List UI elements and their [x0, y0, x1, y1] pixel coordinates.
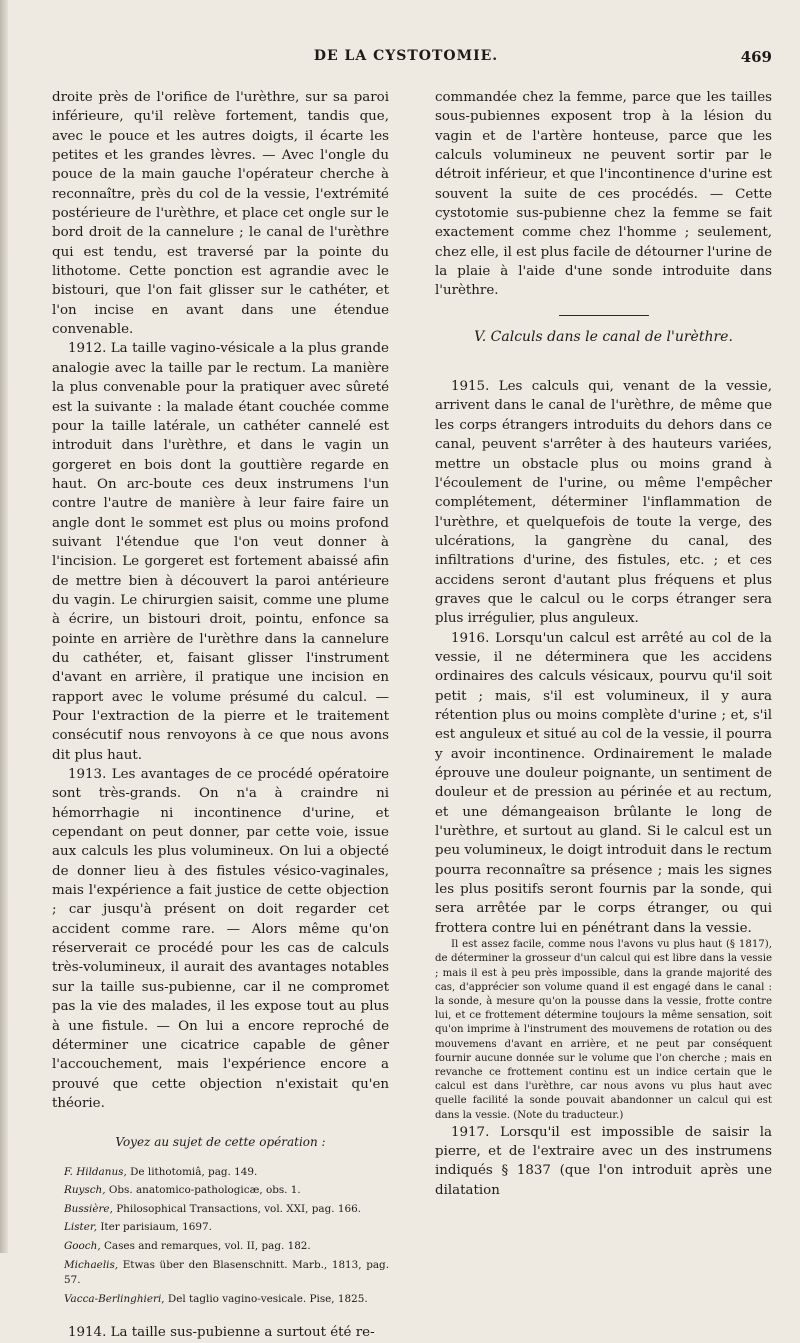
- reference-item: [52, 1183, 389, 1199]
- reference-author: Lister,: [64, 1221, 98, 1234]
- paragraph-1915: 1915. Les calculs qui, venant de la vessie, arrivent dans le canal de l'urèthre, de même que les corps étrangers introduits du dehors dans ce canal, peuvent s'arrêter à des hauteurs variées, mettre un obstacle plus ou moins grand à l'écoulement de l'urine, ou même l'empêcher complétement, déterminer l'inflammation de l'urèthre, et quelquefois de toute la verge, des ulcérations, la gangrène du canal, des infiltrations d'urine, des fistules, etc. ; et ces accidens seront d'autant plus fréquens et plus graves que le calcul ou le corps étranger sera plus irrégulier, plus anguleux.: [435, 379, 772, 627]
- reference-item: [52, 1202, 389, 1218]
- reference-author: Gooch,: [64, 1239, 101, 1252]
- reference-item: [52, 1220, 389, 1236]
- reference-item: [52, 1165, 389, 1181]
- reference-text: Philosophical Transactions, vol. XXI, pag. 166.: [112, 1202, 361, 1215]
- page-binding-edge: [0, 0, 8, 1253]
- paragraph-continuation: droite près de l'orifice de l'urèthre, sur sa paroi inférieure, qu'il relève fortement, tandis que, avec le pouce et les autres doigts, il écarte les petites et les grandes lèvres. — Avec l'ongle du pouce de la main gauche l'opérateur cherche à reconnaître, près du col de la vessie, l'extrémité postérieure de l'urèthre, et place cet ongle sur le bord droit de la cannelure ; le canal de l'urèthre qui est tendu, est traversé par la pointe du lithotome. Cette ponction est agrandie avec le bistouri, que l'on fait glisser sur le cathéter, et l'on incise en avant dans une étendue convenable.: [52, 90, 389, 338]
- reference-item: [52, 1292, 389, 1308]
- reference-author: Bussière,: [64, 1202, 113, 1215]
- section-heading: V. Calculs dans le canal de l'urèthre.: [474, 328, 733, 345]
- reference-item: [52, 1258, 389, 1289]
- page-number: 469: [740, 48, 772, 66]
- reference-text: Etwas über den Blasenschnitt. Marb., 1813, pag. 57.: [64, 1258, 389, 1287]
- running-title: DE LA CYSTOTOMIE.: [313, 48, 499, 64]
- paragraph-1912: 1912. La taille vagino-vésicale a la plus grande analogie avec la taille par le rectum. La manière la plus convenable pour la pratiquer avec sûreté est la suivante : la malade étant couchée comme pour la taille latérale, un cathéter cannelé est introduit dans l'urèthre, et dans le vagin un gorgeret en bois dont la gouttière regarde en haut. On arc-boute ces deux instrumens l'un contre l'autre de manière à leur faire faire un angle dont le sommet est plus ou moins profond suivant l'étendue que l'on veut donner à l'incision. Le gorgeret est fortement abaissé afin de mettre bien à découvert la paroi antérieure du vagin. Le chirurgien saisit, comme une plume à écrire, un bistouri droit, pointu, enfonce sa pointe en arrière de l'urèthre dans la cannelure du cathéter, et, faisant glisser l'instrument d'avant en arrière, il pratique une incision en rapport avec le volume présumé du calcul. — Pour l'extraction de la pierre et le traitement consécutif nous renvoyons à ce que nous avons dit plus haut.: [52, 341, 389, 763]
- reference-text: , Del taglio vagino-vesicale. Pise, 1825.: [161, 1292, 368, 1305]
- paragraph-1917: 1917. Lorsqu'il est impossible de saisir la pierre, et de l'extraire avec un des instrumens indiqués § 1837 (que l'on introduit après une dilatation: [435, 1124, 772, 1198]
- reference-author: Michaelis,: [64, 1258, 119, 1271]
- reference-text: Obs. anatomico-pathologicæ, obs. 1.: [105, 1184, 301, 1197]
- reference-item: [52, 1239, 389, 1255]
- references-block: [52, 1133, 389, 1307]
- paragraph-1913: 1913. Les avantages de ce procédé opératoire sont très-grands. On n'a à craindre ni hémorrhagie ni incontinence d'urine, et cependant on peut donner, par cette voie, issue aux calculs les plus volumineux. On lui a objecté de donner lieu à des fistules vésico-vaginales, mais l'expérience a fait justice de cette objection ; car jusqu'à présent on doit regarder cet accident comme rare. — Alors même qu'on réserverait ce procédé pour les cas de calculs très-volumineux, il aurait des avantages notables sur la taille sus-pubienne, car il ne compromet pas la vie des malades, il les expose tout au plus à une fistule. — On lui a encore reproché de déterminer une cicatrice capable de gêner l'accouchement, mais l'expérience encore a prouvé que cette objection n'existait qu'en théorie.: [52, 767, 389, 1111]
- reference-author: Ruysch,: [64, 1184, 106, 1197]
- page-header: [40, 48, 772, 76]
- left-column: [52, 88, 389, 1343]
- reference-text: De lithotomiâ, pag. 149.: [126, 1165, 258, 1178]
- reference-text: Cases and remarques, vol. II, pag. 182.: [100, 1239, 311, 1252]
- reference-text: Iter parisiaum, 1697.: [97, 1221, 212, 1234]
- paragraph-continuation: commandée chez la femme, parce que les tailles sous-pubiennes exposent trop à la lésion du vagin et de l'artère honteuse, parce que les calculs volumineux ne peuvent sortir par le détroit inférieur, et que l'incontinence d'urine est souvent la suite de ces procédés. — Cette cystotomie sus-pubienne chez la femme se fait exactement comme chez l'homme ; seulement, chez elle, il est plus facile de détourner l'urine de la plaie à l'aide d'une sonde introduite dans l'urèthre.: [435, 90, 772, 299]
- right-column: [435, 88, 772, 1200]
- references-heading: Voyez au sujet de cette opération :: [115, 1135, 326, 1150]
- reference-author: Vacca-Berlinghieri: [64, 1292, 162, 1305]
- section-divider: [559, 315, 649, 316]
- reference-author: F. Hildanus,: [64, 1165, 127, 1178]
- translator-note: Il est assez facile, comme nous l'avons vu plus haut (§ 1817), de déterminer la grosseur d'un calcul qui est libre dans la vessie ; mais il est à peu près impossible, dans la grande majorité des cas, d'apprécier son volume quand il est engagé dans le canal : la sonde, à mesure qu'on la pousse dans la vessie, frotte contre lui, et ce frottement détermine toujours la même sensation, soit qu'on imprime à l'instrument des mouvemens de rotation ou des mouvemens d'avant en arrière, et ne peut par conséquent fournir aucune donnée sur le volume que l'on cherche ; mais en revanche ce frottement continu est un indice certain que le calcul est dans l'urèthre, car nous avons vu plus haut avec quelle facilité la sonde pouvait abandonner un calcul qui est dans la vessie. (Note du traducteur.): [435, 939, 772, 1121]
- paragraph-1916: 1916. Lorsqu'un calcul est arrêté au col de la vessie, il ne déterminera que les accidens ordinaires des calculs vésicaux, pourvu qu'il soit petit ; mais, s'il est volumineux, il y aura rétention plus ou moins complète d'urine ; et, s'il est anguleux et situé au col de la vessie, il pourra y avoir incontinence. Ordinairement le malade éprouve une douleur poignante, un sentiment de douleur et de pression au périnée et au rectum, et une démangeaison brûlante le long de l'urèthre, et surtout au gland. Si le calcul est un peu volumineux, le doigt introduit dans le rectum pourra reconnaître sa présence ; mais les signes les plus positifs seront fournis par la sonde, qui sera arrêtée par le corps étranger, ou qui frottera contre lui en pénétrant dans la vessie.: [435, 630, 772, 936]
- paragraph-1914: 1914. La taille sus-pubienne a surtout été re-: [68, 1325, 375, 1341]
